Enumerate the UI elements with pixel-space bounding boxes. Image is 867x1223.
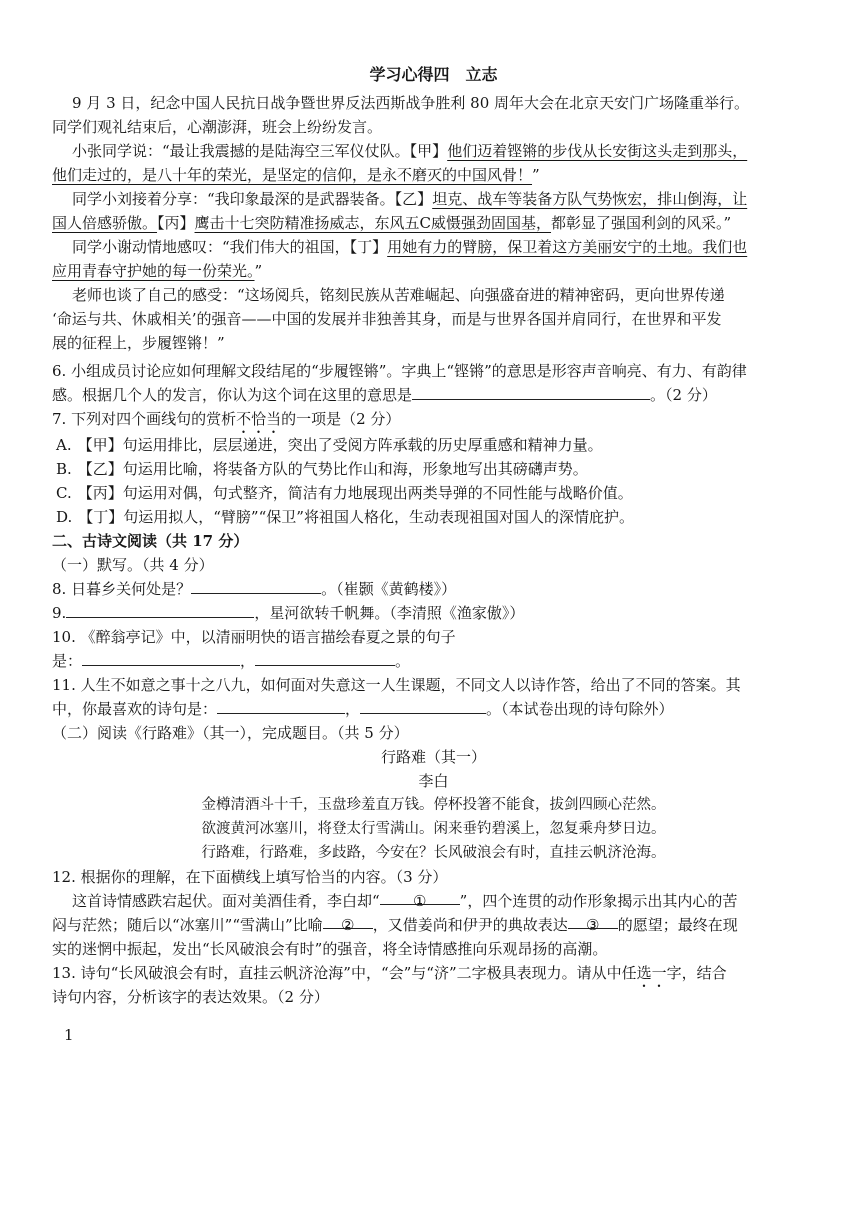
q10-mid: ，: [240, 652, 256, 670]
yi-sentence-part1: 坦克、战车等装备方队气势恢宏，排山倒海，让: [432, 190, 748, 208]
q10-answer-blank-1[interactable]: [82, 651, 240, 666]
teacher-line-3: 展的征程上，步履铿锵！”: [52, 334, 225, 352]
liu-end: 都彰显了强国利剑的风采。”: [551, 214, 732, 232]
q8-line: [52, 578, 456, 600]
q11-mid: ，: [345, 700, 361, 718]
bing-sentence: 鹰击十七突防精准扬威志，东风五C威慑强劲固国基，: [194, 214, 552, 232]
q7-stem: [52, 408, 400, 437]
q9-line: [52, 602, 524, 624]
subsection-dictation: （一）默写。（共 4 分）: [52, 556, 214, 574]
liu-lead: 同学小刘接着分享：“我印象最深的是武器装备。: [72, 190, 395, 208]
q12-line-4: 实的迷惘中振起，发出“长风破浪会有时”的强音，将全诗情感推向乐观昂扬的高潮。: [52, 940, 608, 958]
q9-pre: 9.: [52, 604, 67, 622]
q13-pre: 13. 诗句“长风破浪会有时，直挂云帆济沧海”中，“会”与“济”二字极具表现力。请从中任: [52, 964, 637, 982]
xie-lead: 同学小谢动情地感叹：“我们伟大的祖国，: [72, 238, 350, 256]
teacher-line-1: 老师也谈了自己的感受：“这场阅兵，铭刻民族从苦难崛起、向强盛奋进的精神密码，更向世界传递: [72, 286, 725, 304]
jia-sentence-part2: 他们走过的，是八十年的荣光，是坚定的信仰，是永不磨灭的中国风骨！: [52, 166, 533, 184]
q10-answer-blank-2[interactable]: [255, 651, 395, 666]
poem-line-3: 行路难，行路难，多歧路，今安在？长风破浪会有时，直挂云帆济沧海。: [201, 845, 666, 861]
q12-l2-post: ”，四个连贯的动作形象揭示出其内心的苦: [459, 892, 738, 910]
option-label: B.: [56, 460, 72, 478]
poem-author: 李白: [418, 772, 449, 790]
yi-sentence-part2: 国人倍感骄傲。: [52, 214, 158, 232]
xie-end: ”: [254, 262, 263, 280]
q6-line-1: 6. 小组成员讨论应如何理解文段结尾的“步履铿锵”。字典上“铿锵”的意思是形容声音响亮、有力、有韵律: [52, 362, 747, 380]
option-text: 【丙】句运用对偶，句式整齐，简洁有力地展现出两类导弹的不同性能与战略价值。: [77, 484, 633, 502]
zhang-line-1: [72, 140, 747, 162]
intro-line-2: 同学们观礼结束后，心潮澎湃，班会上纷纷发言。: [52, 118, 383, 136]
q12-l3-pre: 闷与茫然；随后以“冰塞川”“雪满山”比喻: [52, 916, 323, 934]
q8-answer-blank[interactable]: [191, 579, 321, 594]
q6-text: 感。根据几个人的发言，你认为这个词在这里的意思是: [52, 386, 413, 404]
liu-line-1: [72, 188, 747, 210]
option-label: D.: [56, 508, 73, 526]
page-number: 1: [64, 1026, 74, 1044]
q10-post: 。: [395, 652, 411, 670]
ding-sentence-part2: 应用青春守护她的每一份荣光。: [52, 262, 255, 280]
q7-pre: 7. 下列对四个画线句的赏析: [52, 410, 237, 428]
poem-line-1: 金樽清酒斗十千，玉盘珍羞直万钱。停杯投箸不能食，拔剑四顾心茫然。: [201, 797, 666, 813]
q7-post: 的一项是（2 分）: [281, 410, 401, 428]
option-text: 【乙】句运用比喻，将装备方队的气势比作山和海，形象地写出其磅礴声势。: [77, 460, 588, 478]
jia-sentence-part1: 他们迈着铿锵的步伐从长安街这头走到那头，: [447, 142, 748, 160]
q10-pre: 是：: [52, 652, 83, 670]
q13-line-2: 诗句内容，分析该字的表达效果。（2 分）: [52, 988, 329, 1006]
q9-answer-blank[interactable]: [66, 603, 254, 618]
q11-answer-blank-2[interactable]: [360, 699, 486, 714]
q11-line-1: 11. 人生不如意之事十之八九，如何面对失意这一人生课题，不同文人以诗作答，给出了不同的答案。其: [52, 676, 741, 694]
q11-pre: 中，你最喜欢的诗句是：: [52, 700, 218, 718]
subsection-poem-reading: （二）阅读《行路难》（其一），完成题目。（共 5 分）: [52, 724, 409, 742]
q6-line-2: [52, 384, 717, 406]
ding-marker: 【丁】: [349, 238, 388, 256]
q8-pre: 8. 日暮乡关何处是？: [52, 580, 192, 598]
q12-blank-2[interactable]: ②: [323, 914, 373, 929]
q12-blank-3[interactable]: ③: [568, 914, 618, 929]
q7-option-a[interactable]: [56, 434, 603, 456]
q6-answer-blank[interactable]: [412, 385, 650, 400]
q11-post: 。（本试卷出现的诗句除外）: [486, 700, 674, 718]
q12-l3-mid: ，又借姜尚和伊尹的典故表达: [372, 916, 568, 934]
q12-blank-1[interactable]: ①: [380, 890, 460, 905]
q13-emphasis: 选一: [636, 964, 667, 982]
q12-line-2: [72, 890, 737, 912]
q12-l2-pre: 这首诗情感跌宕起伏。面对美酒佳肴，李白却“: [72, 892, 380, 910]
teacher-line-2: ‘命运与共、休戚相关’的强音——中国的发展并非独善其身，而是与世界各国并肩同行，在世界和平发: [52, 310, 722, 328]
q12-line-3: [52, 914, 738, 936]
liu-line-2: [52, 212, 731, 234]
q7-option-c[interactable]: [56, 482, 633, 504]
zhang-line-2: [52, 164, 540, 186]
q11-answer-blank-1[interactable]: [217, 699, 345, 714]
q12-line-1: 12. 根据你的理解，在下面横线上填写恰当的内容。（3 分）: [52, 868, 448, 886]
option-label: C.: [56, 484, 72, 502]
q10-line-2: [52, 650, 410, 672]
q6-score: 。（2 分）: [650, 386, 717, 404]
xie-line-1: [72, 236, 747, 258]
option-label: A.: [56, 436, 72, 454]
option-text: 【丁】句运用拟人，“臂膀”“保卫”将祖国人格化，生动表现祖国对国人的深情庇护。: [78, 508, 634, 526]
q7-option-b[interactable]: [56, 458, 588, 480]
intro-line-1: 9 月 3 日，纪念中国人民抗日战争暨世界反法西斯战争胜利 80 周年大会在北京天安门广场隆重举行。: [72, 94, 750, 112]
yi-marker: 【乙】: [394, 190, 433, 208]
poem-line-2: 欲渡黄河冰塞川，将登太行雪满山。闲来垂钓碧溪上，忽复乘舟梦日边。: [201, 821, 666, 837]
jia-marker: 【甲】: [409, 142, 448, 160]
option-text: 【甲】句运用排比，层层递进，突出了受阅方阵承载的历史厚重感和精神力量。: [77, 436, 603, 454]
xie-line-2: [52, 260, 262, 282]
q12-l3-post: 的愿望；最终在现: [617, 916, 738, 934]
ding-sentence-part1: 用她有力的臂膀，保卫着这方美丽安宁的土地。我们也: [387, 238, 748, 256]
q13-post: 字，结合: [666, 964, 727, 982]
bing-marker: 【丙】: [157, 214, 195, 232]
poem-title: 行路难（其一）: [380, 748, 486, 766]
section-heading-2: 二、古诗文阅读（共 17 分）: [52, 532, 249, 550]
q11-line-2: [52, 698, 674, 720]
page-title: 学习心得四 立志: [369, 65, 498, 84]
zhang-lead: 小张同学说：“最让我震撼的是陆海空三军仪仗队。: [72, 142, 410, 160]
q9-post: ，星河欲转千帆舞。（李清照《渔家傲》）: [254, 604, 525, 622]
zhang-end: ”: [532, 166, 540, 184]
q7-option-d[interactable]: [56, 506, 634, 528]
q8-post: 。（崔颢《黄鹤楼》）: [321, 580, 457, 598]
q10-line-1: 10. 《醉翁亭记》中，以清丽明快的语言描绘春夏之景的句子: [52, 628, 456, 646]
q7-emphasis: 不恰当: [236, 410, 282, 428]
